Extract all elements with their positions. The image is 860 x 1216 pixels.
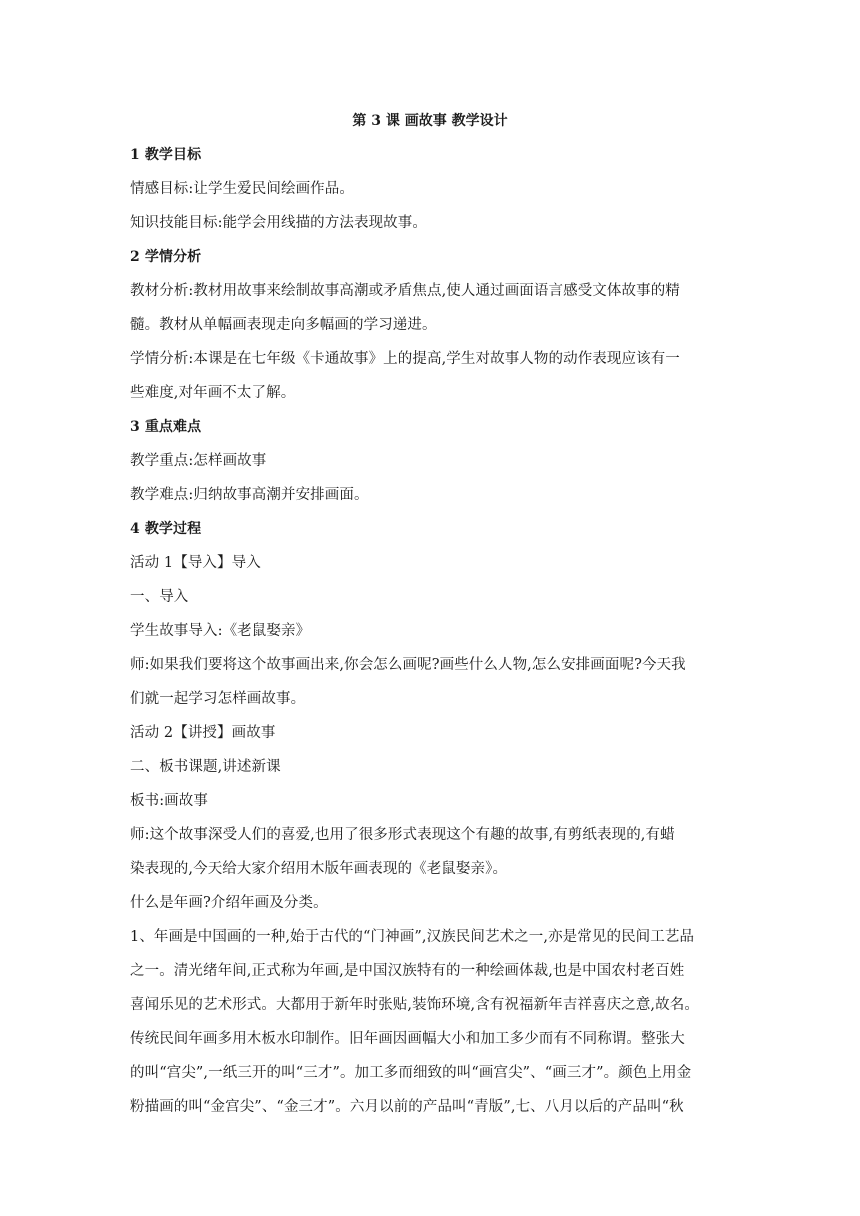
- paragraph-line: 粉描画的叫“金宫尖”、“金三才”。六月以前的产品叫“青版”,七、八月以后的产品叫“秋: [130, 1099, 684, 1115]
- paragraph-line: 活动 2【讲授】画故事: [130, 725, 276, 741]
- paragraph-line: 教学难点:归纳故事高潮并安排画面。: [130, 487, 369, 503]
- paragraph-line: 教学重点:怎样画故事: [130, 453, 267, 469]
- paragraph-line: 师:这个故事深受人们的喜爱,也用了很多形式表现这个有趣的故事,有剪纸表现的,有蜡: [130, 827, 675, 843]
- paragraph-line: 1、年画是中国画的一种,始于古代的“门神画”,汉族民间艺术之一,亦是常见的民间工艺品: [130, 929, 695, 945]
- paragraph-line: 喜闻乐见的艺术形式。大都用于新年时张贴,装饰环境,含有祝福新年吉祥喜庆之意,故名。: [130, 997, 699, 1013]
- paragraph-line: 的叫“宫尖”,一纸三开的叫“三才”。加工多而细致的叫“画宫尖”、“画三才”。颜色上用金: [130, 1065, 692, 1081]
- paragraph-line: 师:如果我们要将这个故事画出来,你会怎么画呢?画些什么人物,怎么安排画面呢?今天我: [130, 657, 686, 673]
- paragraph-line: 之一。清光绪年间,正式称为年画,是中国汉族特有的一种绘画体裁,也是中国农村老百姓: [130, 963, 685, 979]
- paragraph-line: 二、板书课题,讲述新课: [130, 759, 281, 775]
- paragraph-line: 活动 1【导入】导入: [130, 555, 261, 571]
- paragraph-line: 教材分析:教材用故事来绘制故事高潮或矛盾焦点,使人通过画面语言感受文体故事的精: [130, 283, 680, 299]
- paragraph-line: 学情分析:本课是在七年级《卡通故事》上的提高,学生对故事人物的动作表现应该有一: [130, 351, 680, 367]
- paragraph-line: 染表现的,今天给大家介绍用木版年画表现的《老鼠娶亲》。: [130, 861, 508, 877]
- paragraph-line: 学生故事导入:《老鼠娶亲》: [130, 623, 311, 639]
- paragraph-line: 情感目标:让学生爱民间绘画作品。: [130, 181, 354, 197]
- section-heading-goals: 1 教学目标: [130, 147, 202, 163]
- section-heading-analysis: 2 学情分析: [130, 249, 202, 265]
- paragraph-line: 一、导入: [130, 589, 189, 605]
- section-heading-key-points: 3 重点难点: [130, 419, 202, 435]
- paragraph-line: 髓。教材从单幅画表现走向多幅画的学习递进。: [130, 317, 437, 333]
- paragraph-line: 传统民间年画多用木板水印制作。旧年画因画幅大小和加工多少而有不同称谓。整张大: [130, 1031, 685, 1047]
- document-title: 第 3 课 画故事 教学设计: [352, 113, 508, 129]
- paragraph-line: 些难度,对年画不太了解。: [130, 385, 296, 401]
- paragraph-line: 们就一起学习怎样画故事。: [130, 691, 306, 707]
- paragraph-line: 什么是年画?介绍年画及分类。: [130, 895, 328, 911]
- paragraph-line: 板书:画故事: [130, 793, 208, 809]
- section-heading-process: 4 教学过程: [130, 521, 202, 537]
- paragraph-line: 知识技能目标:能学会用线描的方法表现故事。: [130, 215, 427, 231]
